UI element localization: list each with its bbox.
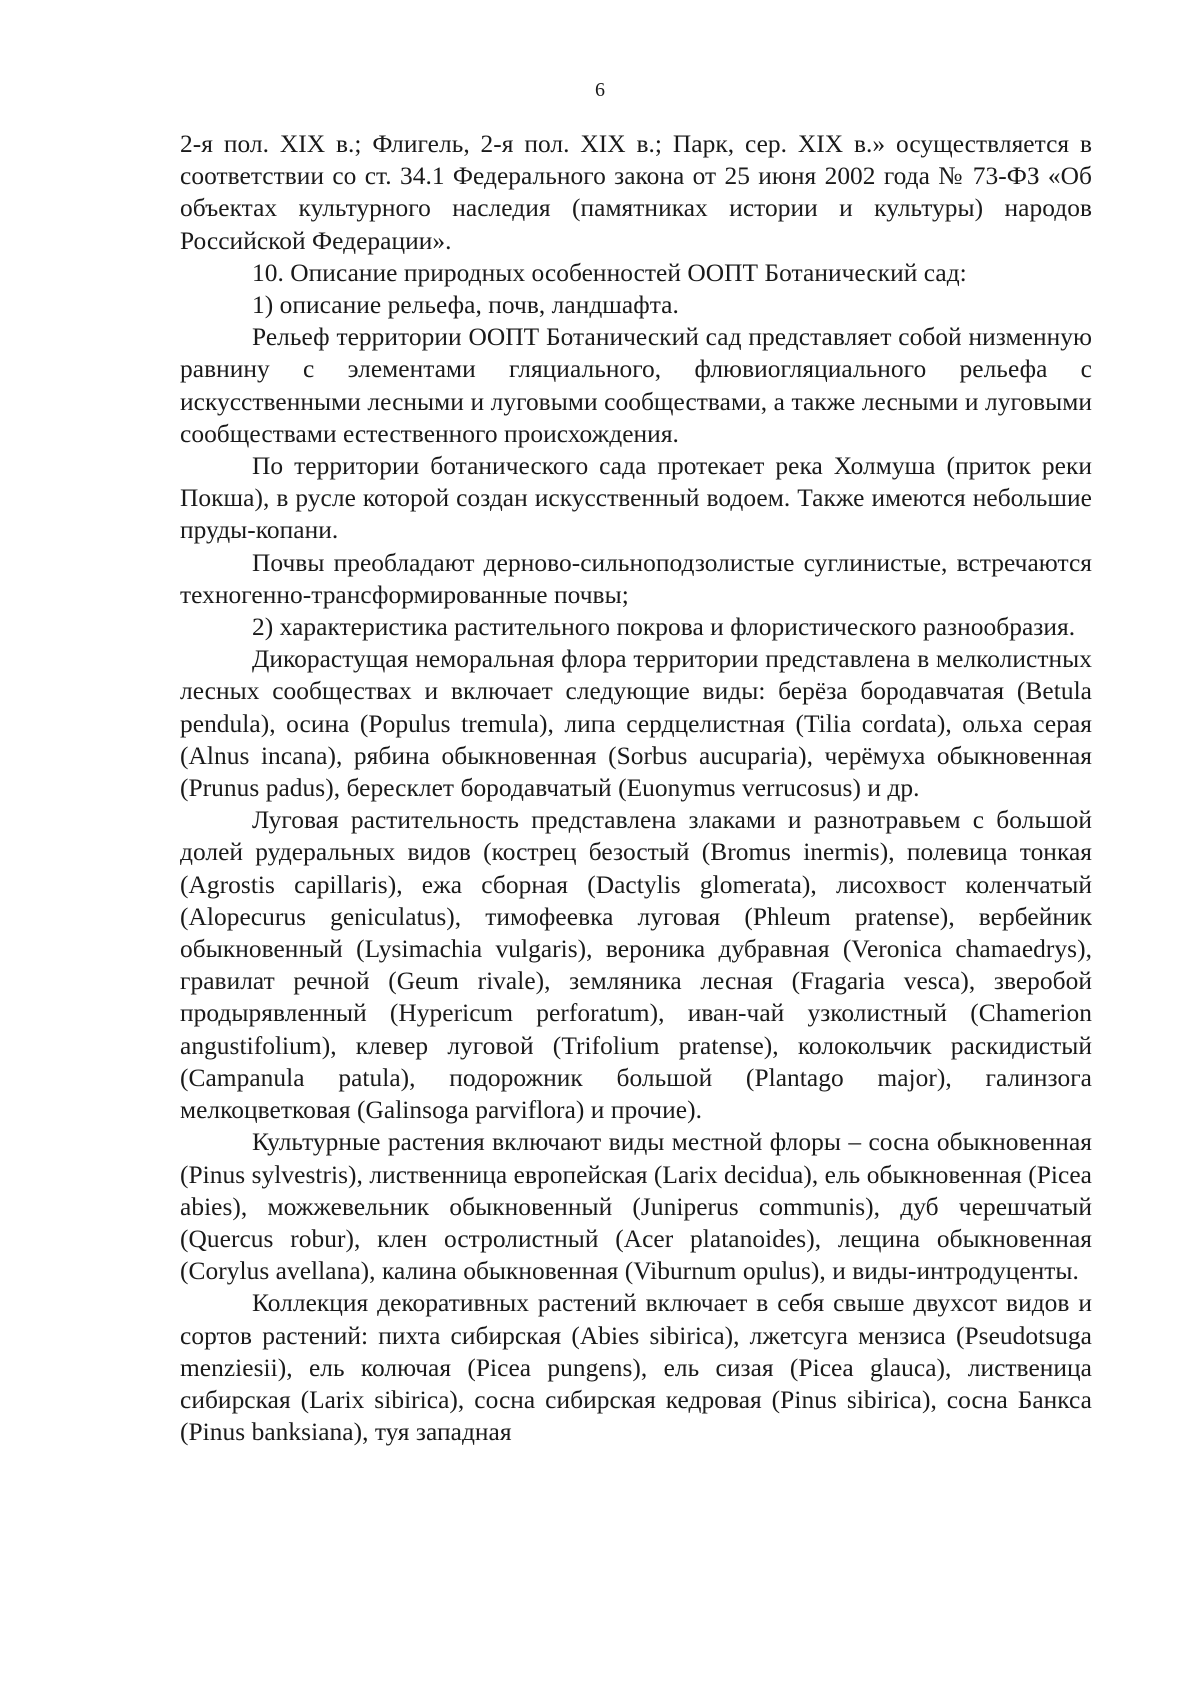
paragraph-meadow: Луговая растительность представлена злаками и разнотравьем с большой долей рудеральных видов (кострец безостый (Bromus inermis), полевица тонкая (Agrostis capillaris), ежа сборная (Dactylis glomerata), лисохвост коленчатый (Alopecurus geniculatus), тимофеевка луговая (Phleum pratense), вербейник обыкновенный (Lysimachia vulgaris), вероника дубравная (Veronica chamaedrys), гравилат речной (Geum rivale), земляника лесная (Fragaria vesca), зверобой продырявленный (Hypericum perforatum), иван-чай узколистный (Chamerion angustifolium), клевер луговой (Trifolium pratense), колокольчик раскидистый (Campanula patula), подорожник большой (Plantago major), галинзога мелкоцветковая (Galinsoga parviflora) и прочие). — [180, 806, 1092, 1125]
page-number: 6 — [595, 79, 605, 101]
paragraph-relief: Рельеф территории ООПТ Ботанический сад представляет собой низменную равнину с элементами гляциального, флювиогляциального рельефа с искусственными лесными и луговыми сообществами, а также лесными и луговыми сообществами естественного происхождения. — [180, 323, 1092, 448]
subsection-2-heading: 2) характеристика растительного покрова и флористического разнообразия. — [252, 613, 1076, 642]
paragraph-soils: Почвы преобладают дерново-сильноподзолистые суглинистые, встречаются техногенно-трансформированные почвы; — [180, 548, 1092, 609]
paragraph-river: По территории ботанического сада протекает река Холмуша (приток реки Покша), в русле которой создан искусственный водоем. Также имеются небольшие пруды-копани. — [180, 452, 1092, 545]
document-body — [180, 128, 1092, 1448]
paragraph-collection: Коллекция декоративных растений включает в себя свыше двухсот видов и сортов растений: пихта сибирская (Abies sibirica), лжетсуга мензиса (Pseudotsuga menziesii), ель колючая (Picea pungens), ель сизая (Picea glauca), лиственица сибирская (Larix sibirica), сосна сибирская кедровая (Pinus sibirica), сосна Банкса (Pinus banksiana), туя западная — [180, 1289, 1092, 1447]
paragraph-cultivated: Культурные растения включают виды местной флоры – сосна обыкновенная (Pinus sylvestris), лиственница европейская (Larix decidua), ель обыкновенная (Picea abies), можжевельник обыкновенный (Juniperus communis), дуб черешчатый (Quercus robur), клен остролистный (Acer platanoides), лещина обыкновенная (Corylus avellana), калина обыкновенная (Viburnum opulus), и виды-интродуценты. — [180, 1128, 1092, 1286]
subsection-1-heading: 1) описание рельефа, почв, ландшафта. — [252, 291, 679, 320]
paragraph-continuation: 2-я пол. XIX в.; Флигель, 2-я пол. XIX в.; Парк, сер. XIX в.» осуществляется в соответствии со ст. 34.1 Федерального закона от 25 июня 2002 года № 73-ФЗ «Об объектах культурного наследия (памятниках истории и культуры) народов Российской Федерации». — [180, 130, 1092, 255]
section-10-heading: 10. Описание природных особенностей ООПТ Ботанический сад: — [252, 258, 967, 287]
paragraph-wild-flora: Дикорастущая неморальная флора территории представлена в мелколистных лесных сообществах и включает следующие виды: берёза бородавчатая (Betula pendula), осина (Populus tremula), липа сердцелистная (Tilia cordata), ольха серая (Alnus incana), рябина обыкновенная (Sorbus aucuparia), черёмуха обыкновенная (Prunus padus), бересклет бородавчатый (Euonymus verrucosus) и др. — [180, 645, 1092, 803]
